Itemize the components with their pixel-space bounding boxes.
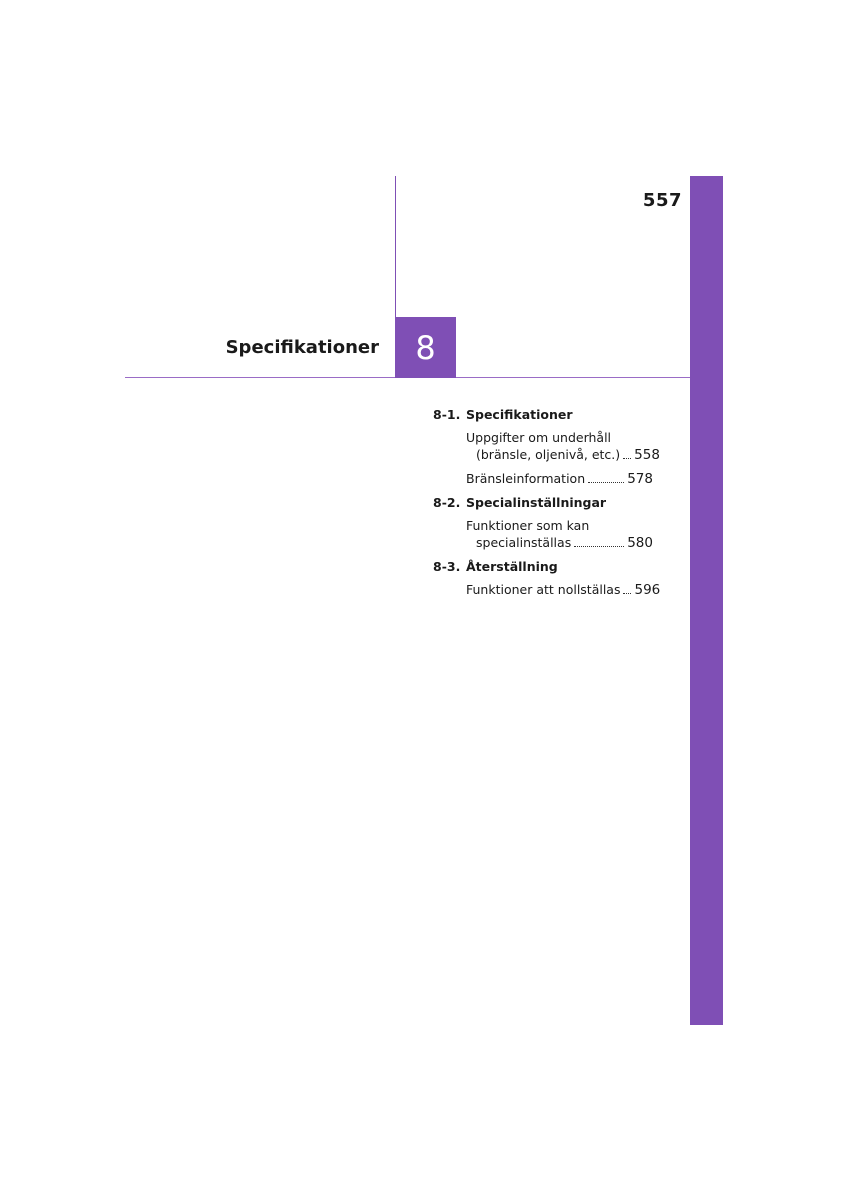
section-number: 8-1.: [433, 407, 461, 422]
toc-entry[interactable]: [466, 429, 660, 464]
section-title: Specifikationer: [466, 407, 573, 422]
toc-section-8-2: [433, 494, 653, 511]
page-number: 557: [642, 190, 682, 211]
entry-title: Bränsleinformation: [466, 471, 586, 486]
entry-line: [466, 517, 653, 534]
dot-leader: [623, 458, 631, 459]
toc-entry[interactable]: [466, 517, 653, 552]
entry-title: Uppgifter om underhåll: [466, 430, 612, 445]
dot-leader: [588, 482, 624, 483]
entry-line: [466, 470, 653, 488]
entry-page: 558: [634, 447, 660, 463]
table-of-contents: [433, 406, 661, 599]
toc-entry[interactable]: [466, 581, 661, 599]
chapter-title: Specifikationer: [225, 337, 379, 358]
chapter-number-box: [395, 317, 456, 378]
entry-page: 578: [627, 471, 653, 487]
entry-page: 596: [634, 582, 661, 598]
section-title: Återställning: [466, 559, 558, 574]
dot-leader: [623, 593, 631, 594]
section-title: Specialinställningar: [466, 495, 607, 510]
entry-title: Funktioner att nollställas: [466, 582, 621, 597]
toc-section-8-1: [433, 406, 653, 423]
dot-leader: [574, 546, 624, 547]
vertical-divider: [395, 176, 396, 318]
section-number: 8-3.: [433, 559, 461, 574]
entry-title: Funktioner som kan: [466, 518, 590, 533]
chapter-number: 8: [415, 328, 436, 367]
entry-line: [466, 534, 653, 552]
toc-section-8-3: [433, 558, 653, 575]
entry-line: [466, 581, 661, 599]
entry-title-cont: (bränsle, oljenivå, etc.): [476, 447, 621, 462]
entry-line: [466, 446, 660, 464]
toc-entry[interactable]: [466, 470, 653, 488]
side-chapter-tab: [690, 176, 723, 1025]
entry-title-cont: specialinställas: [476, 535, 572, 550]
section-number: 8-2.: [433, 495, 461, 510]
entry-line: [466, 429, 653, 446]
entry-page: 580: [627, 535, 653, 551]
